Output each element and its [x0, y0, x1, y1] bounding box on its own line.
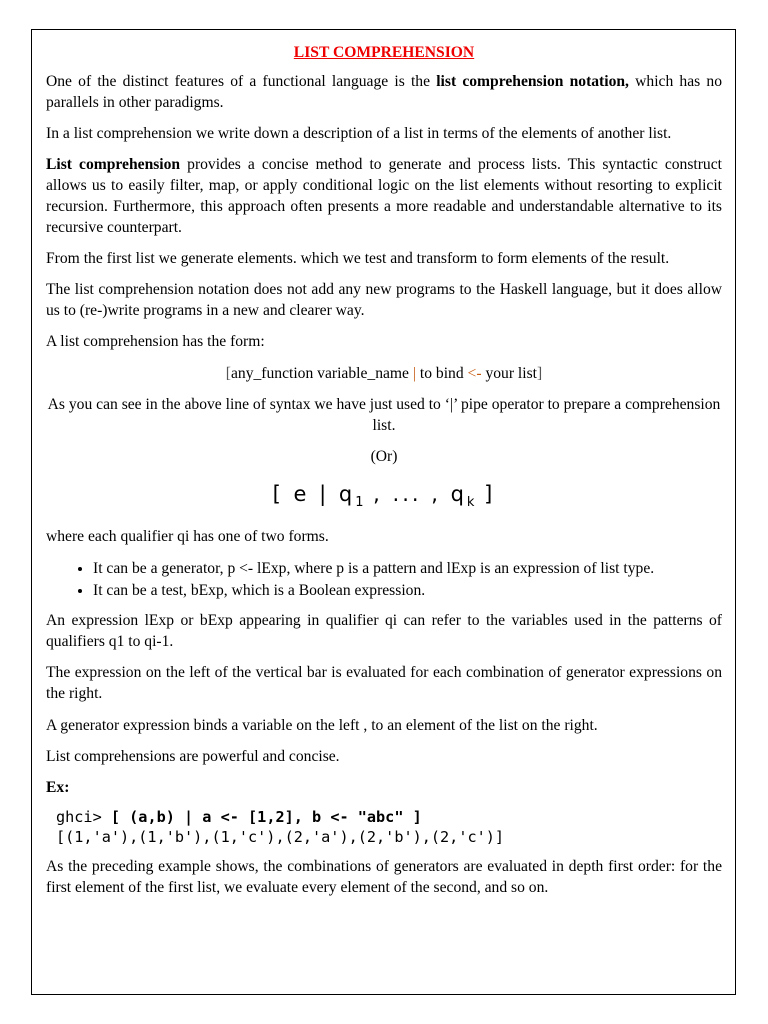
- text-run: provides a concise method to generate and process lists. This syntactic construct allows us to easily filter, map, or apply conditional logic on the list elements without resorting to explicit recursion. Furthermore, this approach often presents a more readable and understandable alternative to its recursive counterpart.: [46, 156, 722, 236]
- example-label: Ex:: [46, 779, 70, 797]
- syntax-right: your list: [481, 364, 537, 382]
- code-expression: [ (a,b) | a <- [1,2], b <- "abc" ]: [110, 807, 422, 826]
- paragraph-expression: An expression lExp or bExp appearing in qualifier qi can refer to the variables used in the patterns of qualifiers q1 to qi-1.: [46, 612, 722, 651]
- comprehension-formula: [46, 478, 722, 519]
- paragraph-generate: From the first list we generate elements. which we test and transform to form elements of the result.: [46, 249, 670, 267]
- qualifier-list: [46, 559, 722, 602]
- or-label: (Or): [370, 447, 398, 465]
- paragraph-intro: [46, 72, 722, 114]
- paragraph-form: A list comprehension has the form:: [46, 333, 265, 351]
- paragraph-qualifier: where each qualifier qi has one of two forms.: [46, 528, 329, 546]
- bind-arrow: <-: [467, 364, 482, 382]
- code-prompt: ghci>: [56, 807, 111, 826]
- paragraph-generator: A generator expression binds a variable on the left , to an element of the list on the right.: [46, 716, 598, 734]
- syntax-left: any_function variable_name: [231, 364, 413, 382]
- bold-term: List comprehension: [46, 156, 181, 174]
- formula-mid: , ... , q: [363, 482, 467, 507]
- bold-term: list comprehension notation,: [436, 72, 629, 90]
- text-run: One of the distinct features of a functional language is the: [46, 72, 437, 90]
- code-example: [56, 807, 722, 847]
- list-item: • It can be a test, bExp, which is a Boolean expression.: [93, 581, 722, 602]
- formula-start: [ e | q: [272, 482, 356, 507]
- paragraph-haskell: The list comprehension notation does not add any new programs to the Haskell language, but it does allow us to (re-)write programs in a new and clearer way.: [46, 281, 722, 319]
- formula-end: ]: [474, 482, 496, 507]
- paragraph-concise: [46, 155, 722, 238]
- code-result: [(1,'a'),(1,'b'),(1,'c'),(2,'a'),(2,'b'),(2,'c')]: [56, 827, 505, 846]
- paragraph-powerful: List comprehensions are powerful and concise.: [46, 747, 340, 765]
- bracket-close: ]: [537, 364, 543, 382]
- paragraph-description: In a list comprehension we write down a description of a list in terms of the elements of another list.: [46, 124, 672, 142]
- paragraph-depth-first: As the preceding example shows, the combinations of generators are evaluated in depth first order: for the first element of the first list, we evaluate every element of the second, and so on.: [46, 857, 722, 896]
- formula-sub-1: 1: [355, 495, 364, 511]
- formula-sub-k: k: [466, 495, 475, 511]
- paragraph-pipe: As you can see in the above line of syntax we have just used to ‘|’ pipe operator to prepare a comprehension list.: [47, 395, 721, 434]
- syntax-line: [46, 364, 722, 385]
- pipe-operator: |: [412, 364, 416, 382]
- syntax-mid: to bind: [415, 364, 468, 382]
- paragraph-vertical-bar: The expression on the left of the vertical bar is evaluated for each combination of generator expressions on the right.: [46, 664, 722, 703]
- text-run: which has no parallels in other paradigms.: [46, 72, 723, 111]
- page-title: LIST COMPREHENSION: [293, 44, 475, 61]
- list-item: • It can be a generator, p <- lExp, where p is a pattern and lExp is an expression of list type.: [93, 559, 722, 580]
- document-body: [46, 43, 722, 909]
- bracket-open: [: [225, 364, 231, 382]
